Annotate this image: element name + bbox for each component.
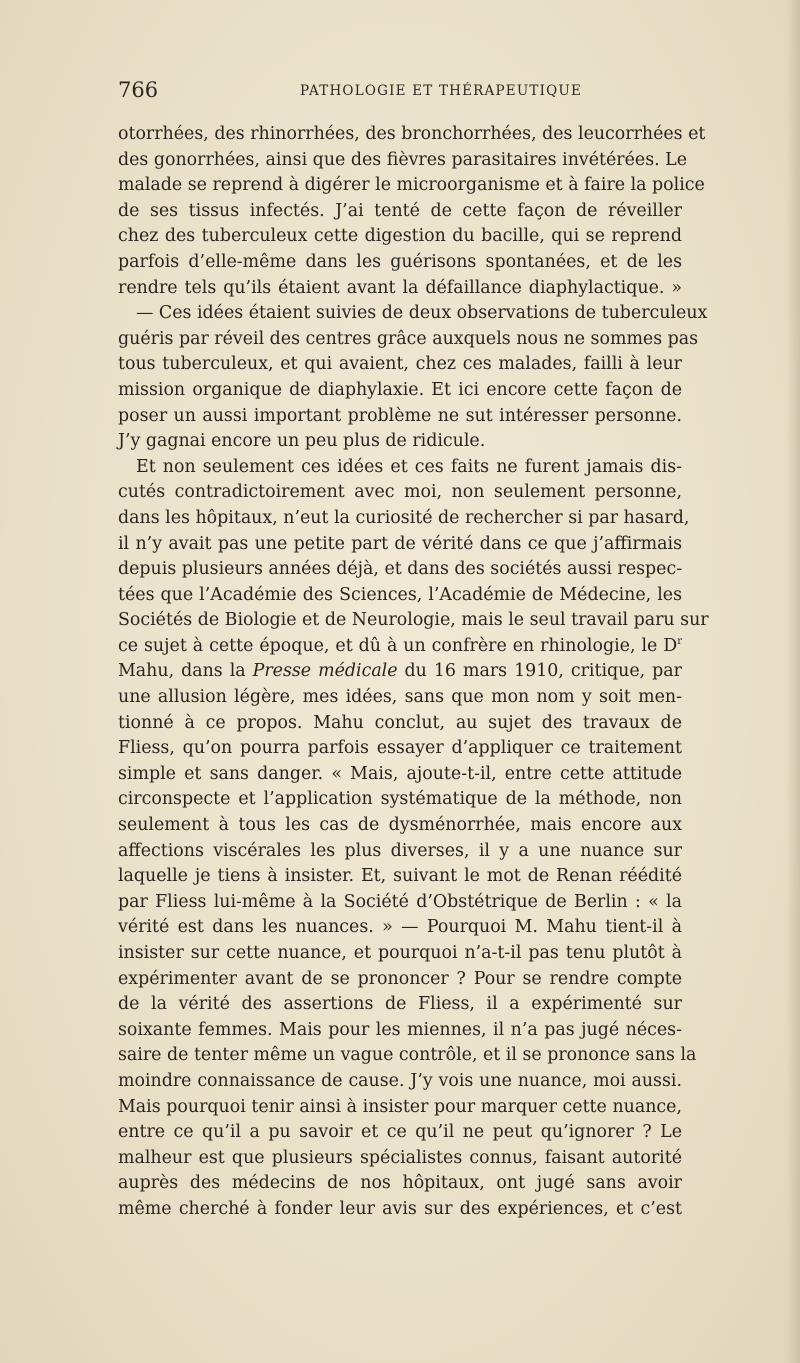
text-line: Mais pourquoi tenir ainsi à insister pour marquer cette nuance, [118,1096,682,1117]
text-line: tées que l’Académie des Sciences, l’Académie de Médecine, les [118,584,682,605]
text-line: une allusion légère, mes idées, sans que mon nom y soit men- [118,687,682,708]
text-line: tous tuberculeux, et qui avaient, chez ces malades, failli à leur [118,354,682,375]
text-segment: du 16 mars 1910, critique, par [397,661,682,682]
superscript: r [677,636,682,648]
text-line: seulement à tous les cas de dysménorrhée, mais encore aux [118,815,682,836]
text-line: chez des tuberculeux cette digestion du bacille, qui se reprend [118,226,682,247]
page-number: 766 [118,78,159,102]
text-line: parfois d’elle-même dans les guérisons spontanées, et de les [118,251,682,272]
text-line: otorrhées, des rhinorrhées, des bronchorrhées, des leucorrhées et [118,124,706,144]
text-line: Fliess, qu’on pourra parfois essayer d’appliquer ce traitement [118,738,682,759]
text-line: de la vérité des assertions de Fliess, il a expérimenté sur [118,994,682,1015]
text-line: soixante femmes. Mais pour les miennes, il n’a pas jugé néces- [118,1019,682,1040]
text-line: dans les hôpitaux, n’eut la curiosité de rechercher si par hasard, [118,507,690,528]
page-edge-shadow [786,0,800,1363]
text-line: expérimenter avant de se prononcer ? Pour se rendre compte [118,968,682,989]
text-line: des gonorrhées, ainsi que des fièvres parasitaires invétérées. Le [118,149,688,170]
text-line: de ses tissus infectés. J’ai tenté de cette façon de réveiller [118,200,682,221]
text-line: même cherché à fonder leur avis sur des expériences, et c’est [118,1198,682,1219]
text-line: mission organique de diaphylaxie. Et ici encore cette façon de [118,379,682,400]
text-line: tionné à ce propos. Mahu conclut, au sujet des travaux de [118,712,682,733]
text-line: malheur est que plusieurs spécialistes connus, faisant autorité [118,1147,682,1168]
text-line [118,634,682,660]
text-line: auprès des médecins de nos hôpitaux, ont jugé sans avoir [118,1173,682,1194]
text-line: depuis plusieurs années déjà, et dans des sociétés aussi respec- [118,559,683,580]
text-line [118,659,682,685]
text-line: laquelle je tiens à insister. Et, suivant le mot de Renan réédité [118,866,682,887]
text-line: saire de tenter même un vague contrôle, et il se prononce sans la [118,1045,697,1066]
text-line: circonspecte et l’application systématique de la méthode, non [118,789,682,810]
text-line: guéris par réveil des centres grâce auxquels nous ne sommes pas [118,328,699,349]
text-line: malade se reprend à digérer le microorganisme et à faire la police [118,175,705,196]
text-line: entre ce qu’il a pu savoir et ce qu’il ne peut qu’ignorer ? Le [118,1122,682,1143]
running-title: PATHOLOGIE ET THÉRAPEUTIQUE [300,83,583,99]
page-header [118,78,682,104]
italic-title: Presse médicale [252,661,398,682]
text-line: affections viscérales les plus diverses, il y a une nuance sur [118,840,682,861]
text-line: il n’y avait pas une petite part de vérité dans ce que j’affirmais [118,533,682,554]
text-line: rendre tels qu’ils étaient avant la défaillance diaphylactique. » [118,277,682,298]
text-line: — Ces idées étaient suivies de deux observations de tuberculeux [136,303,708,324]
text-line: moindre connaissance de cause. J’y vois une nuance, moi aussi. [118,1070,682,1091]
text-line: vérité est dans les nuances. » — Pourquoi M. Mahu tient-il à [118,917,682,938]
text-line: cutés contradictoirement avec moi, non seulement personne, [118,482,682,503]
text-line: insister sur cette nuance, et pourquoi n’a-t-il pas tenu plutôt à [118,943,682,963]
text-line: simple et sans danger. « Mais, ajoute-t-il, entre cette attitude [118,763,682,784]
text-segment: Mahu, dans la [118,661,246,682]
text-segment: ce sujet à cette époque, et dû à un confrère en rhinologie, le D [118,635,678,656]
text-line: poser un aussi important problème ne sut intéresser personne. [118,405,682,426]
body-text [118,122,709,1223]
text-line: par Fliess lui-même à la Société d’Obstétrique de Berlin : « la [118,891,682,912]
text-line: Sociétés de Biologie et de Neurologie, mais le seul travail paru sur [118,610,709,631]
text-line: Et non seulement ces idées et ces faits ne furent jamais dis- [136,456,682,477]
text-line: J’y gagnai encore un peu plus de ridicule. [118,431,486,452]
